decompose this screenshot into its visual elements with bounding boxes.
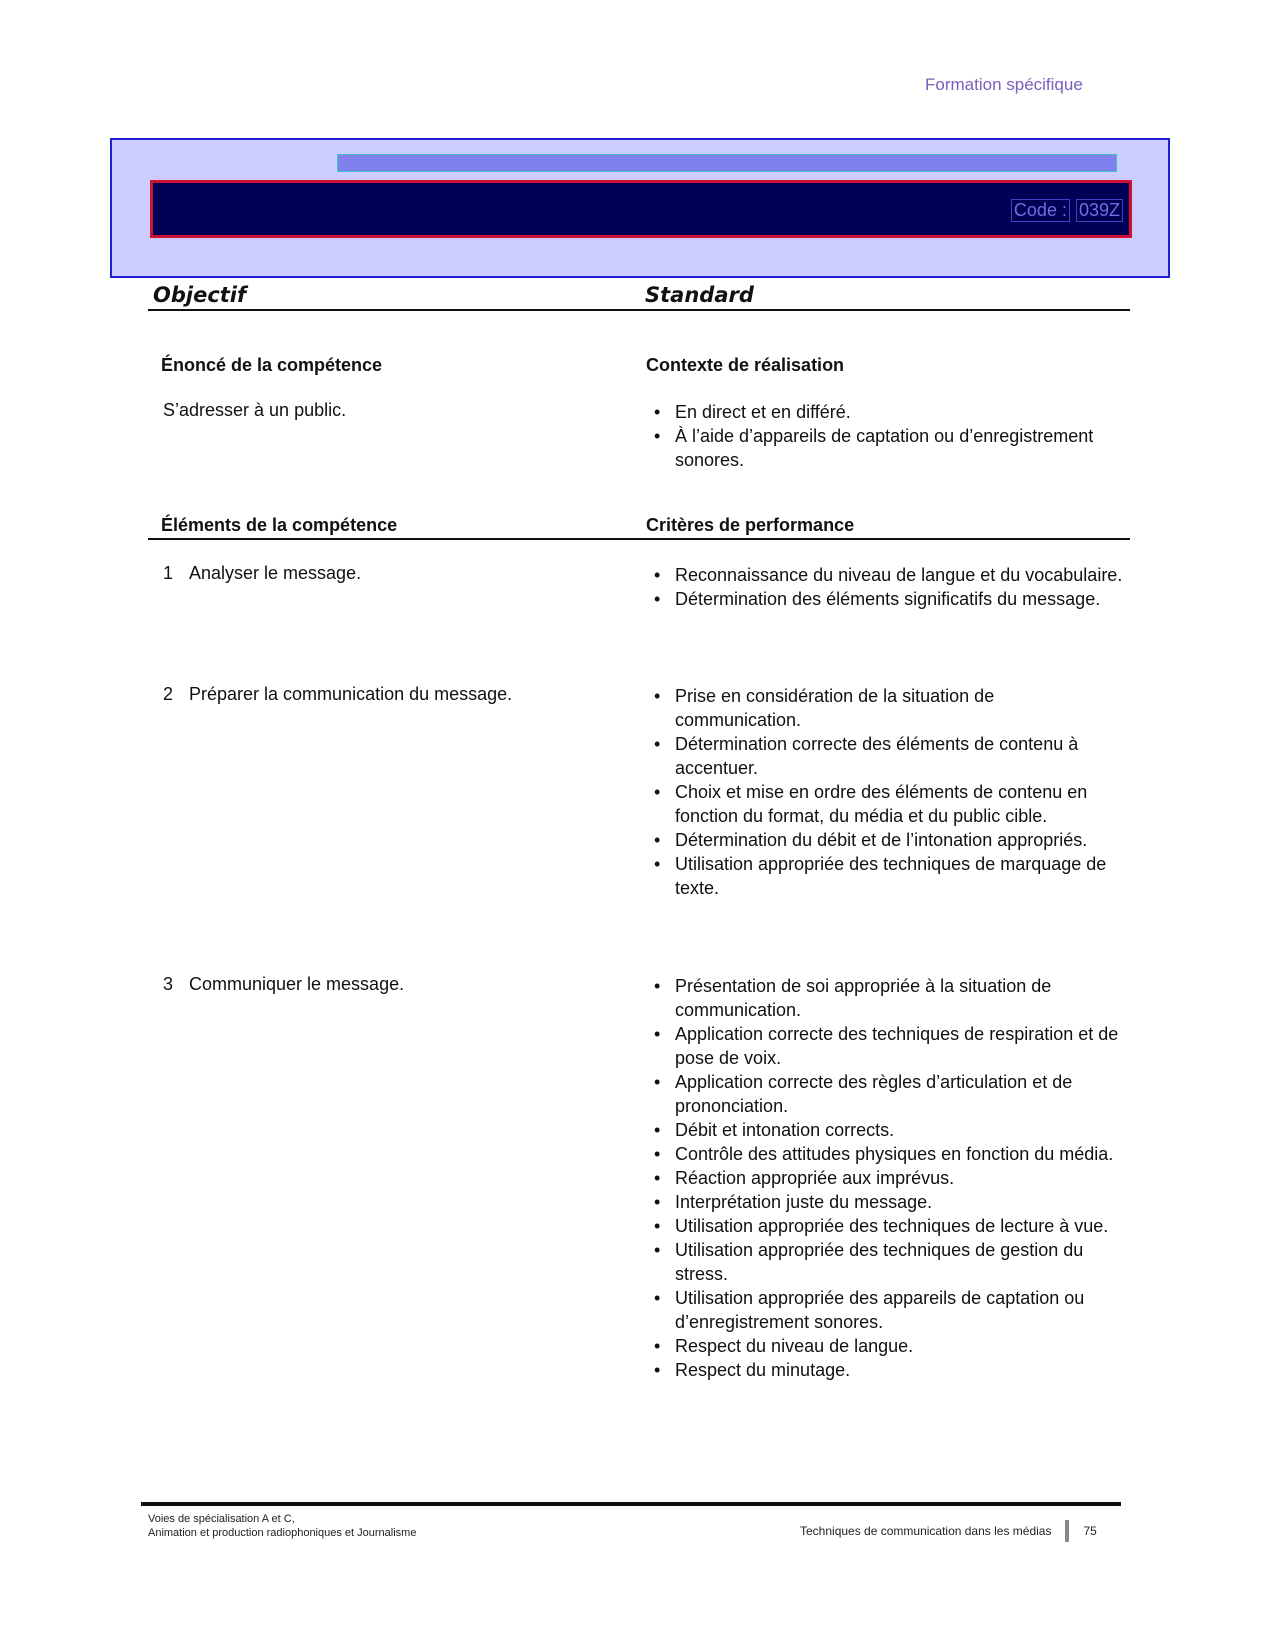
list-item: • Choix et mise en ordre des éléments de contenu en fonction du format, du média et du public cible.	[654, 780, 1124, 828]
footer-rule	[141, 1502, 1121, 1506]
list-item: • À l’aide d’appareils de captation ou d’enregistrement sonores.	[654, 424, 1124, 472]
list-item: • Utilisation appropriée des techniques de gestion du stress.	[654, 1238, 1124, 1286]
element-number: 1	[163, 563, 174, 583]
list-item: • Réaction appropriée aux imprévus.	[654, 1166, 1124, 1190]
header-title	[337, 154, 1117, 172]
competency-header	[110, 138, 1170, 278]
criteria-list-3	[654, 974, 1124, 1382]
footer-program	[148, 1512, 416, 1540]
element-2	[163, 684, 512, 705]
list-item: • Application correcte des règles d’articulation et de prononciation.	[654, 1070, 1124, 1118]
element-text: Analyser le message.	[189, 563, 362, 583]
criteres-heading: Critères de performance	[646, 515, 855, 535]
code-value: 039Z	[1076, 199, 1123, 222]
enonce-text: S’adresser à un public.	[163, 400, 347, 420]
list-item: • Application correcte des techniques de respiration et de pose de voix.	[654, 1022, 1124, 1070]
enonce-heading: Énoncé de la compétence	[161, 355, 383, 375]
list-item: • Reconnaissance du niveau de langue et du vocabulaire.	[654, 563, 1124, 587]
element-number: 3	[163, 974, 174, 994]
list-item: • Utilisation appropriée des techniques de lecture à vue.	[654, 1214, 1124, 1238]
competency-code	[1011, 199, 1123, 222]
list-item: • En direct et en différé.	[654, 400, 1124, 424]
list-item: • Utilisation appropriée des techniques de marquage de texte.	[654, 852, 1124, 900]
list-item: • Détermination correcte des éléments de contenu à accentuer.	[654, 732, 1124, 780]
list-item: • Interprétation juste du message.	[654, 1190, 1124, 1214]
element-text: Préparer la communication du message.	[189, 684, 513, 704]
contexte-list	[654, 400, 1124, 472]
list-item: • Détermination du débit et de l’intonation appropriés.	[654, 828, 1124, 852]
list-item: • Présentation de soi appropriée à la situation de communication.	[654, 974, 1124, 1022]
elements-heading: Éléments de la compétence	[161, 515, 398, 535]
column-heading-objectif: Objectif	[153, 283, 247, 307]
header-bar	[150, 180, 1132, 238]
section-rule	[148, 538, 1130, 540]
list-item: • Respect du niveau de langue.	[654, 1334, 1124, 1358]
list-item: • Prise en considération de la situation de communication.	[654, 684, 1124, 732]
list-item: • Utilisation appropriée des appareils de captation ou d’enregistrement sonores.	[654, 1286, 1124, 1334]
heading-rule	[148, 309, 1130, 311]
element-text: Communiquer le message.	[189, 974, 405, 994]
list-item: • Contrôle des attitudes physiques en fonction du média.	[654, 1142, 1124, 1166]
page-number: 75	[1083, 1524, 1097, 1538]
code-label: Code :	[1011, 199, 1070, 222]
element-3	[163, 974, 404, 995]
contexte-heading: Contexte de réalisation	[646, 355, 845, 375]
section-label: Formation spécifique	[925, 75, 1083, 94]
footer-separator	[1065, 1520, 1069, 1542]
column-heading-standard: Standard	[645, 283, 754, 307]
footer-line: Animation et production radiophoniques et Journalisme	[148, 1527, 417, 1539]
list-item: • Respect du minutage.	[654, 1358, 1124, 1382]
element-number: 2	[163, 684, 174, 704]
footer-line: Voies de spécialisation A et C,	[148, 1513, 295, 1525]
list-item: • Détermination des éléments significatifs du message.	[654, 587, 1124, 611]
footer-title: Techniques de communication dans les médias	[800, 1524, 1052, 1538]
criteria-list-1	[654, 563, 1124, 611]
element-1	[163, 563, 361, 584]
criteria-list-2	[654, 684, 1124, 900]
list-item: • Débit et intonation corrects.	[654, 1118, 1124, 1142]
footer-right	[800, 1520, 1097, 1542]
